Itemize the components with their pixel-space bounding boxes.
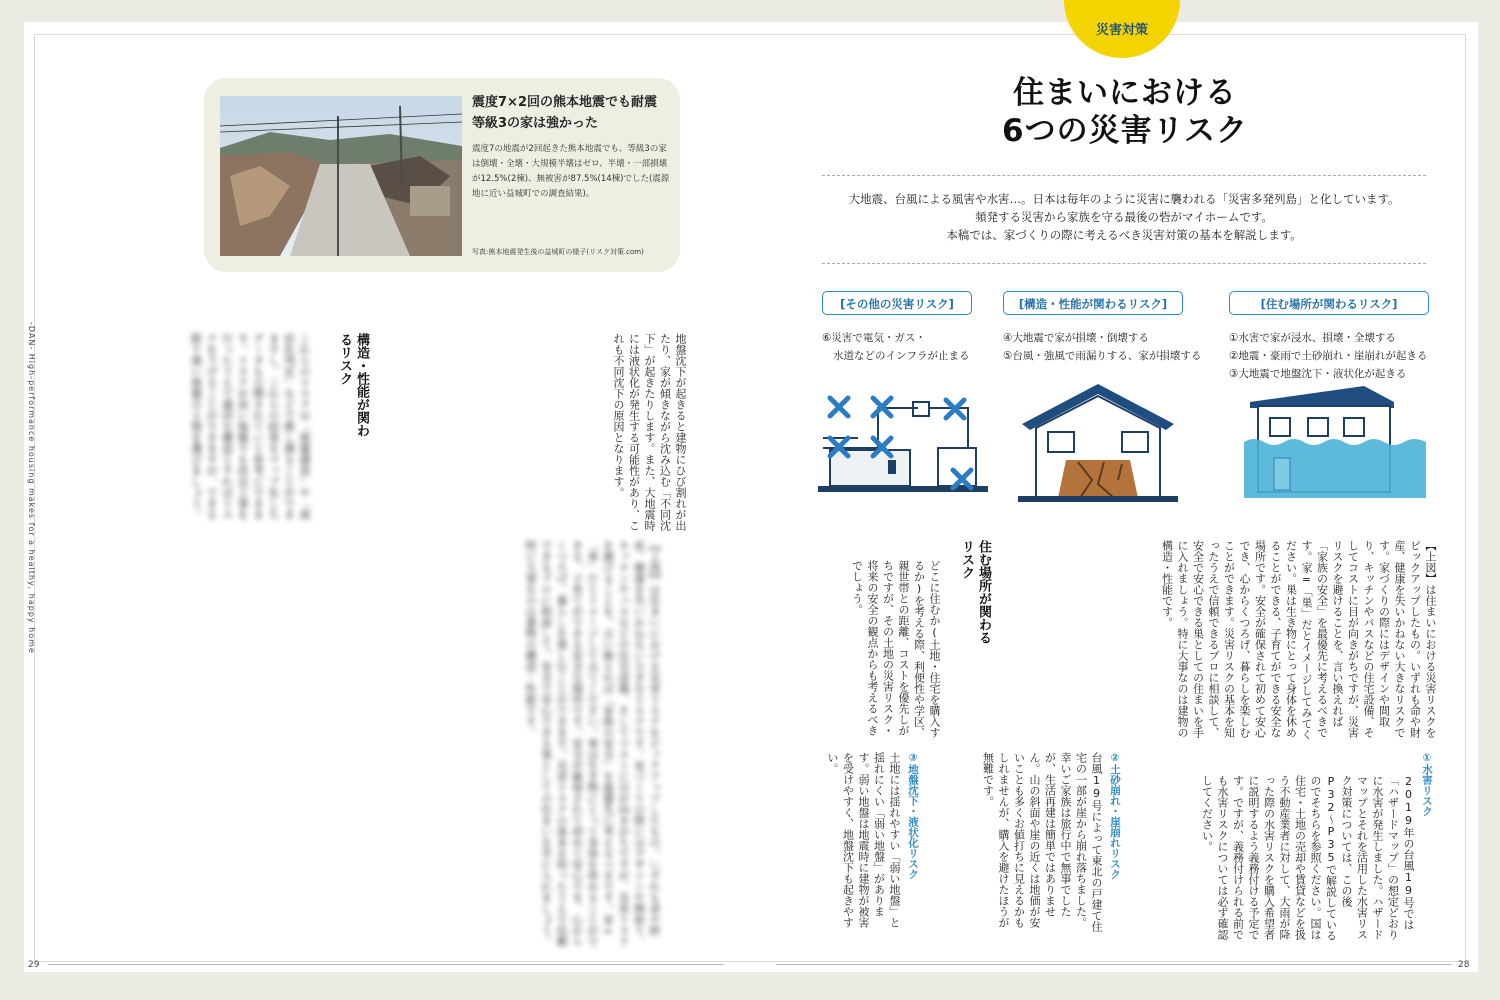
flooded-house-illustration [1244, 380, 1426, 498]
earthquake-damage-photo [220, 96, 462, 256]
card-body: 震度7の地震が2回起きた熊本地震でも、等級3の家は倒壊・全壊・大規模半壊はゼロ、半壊・一部損壊が12.5%(2棟)、無被害が87.5%(14棟)でした(震源地に近い益城町での調査結果)。 [472, 144, 670, 199]
intro-line2: 頻発する災害から家族を守る最後の砦がマイホームです。 [975, 210, 1273, 224]
footer-rule-left [48, 964, 724, 965]
risk-item: ⑤台風・強風で雨漏りする、家が損壊する [1003, 350, 1202, 362]
blurred-text-block: これらのリスクは「地盤調査」や「液状化判定」などで推し測ることができますし、これらの結果をマップ化したデータも公開されていて参考にできます。リスクが高い地盤でも改良工事を行ったうえで適切な構造とすればリスクを下げることができますが、できる限り強い地盤の土地を選びましょう。 [189, 333, 311, 520]
right-section-heading: 住む場所が関わるリスク [959, 540, 991, 644]
flood-risk-body: 2019年の台風19号では「ハザードマップ」の想定どおりに水害が発生しました。ハザードマップとそれを活用した水害リスク対策については、この後P32〜P35で解説しているのでそちらを参照ください。国は住宅・土地の売却や賃貸などを扱う不動産業者に対して、大雨が降った際の水害リスクを購入希望者に説明するよう義務付ける予定です。ですが、義務付けられる前でも水害リスクについては必ず確認してください。 [1200, 775, 1415, 941]
right-intro-column: 【上図】は住まいにおける災害リスクをピックアップしたもの。いずれも命や財産、健康を失いかねない大きなリスクです。家づくりの際にはデザインや間取り、キッチンやバスなどの住宅設備、そしてコストに目が向きがちですが、災害リスクを避けることを、言い換えれば「家族の安全」を最優先に考えるべきです。家=「巣」だとイメージしてみてください。巣は生き物にとって身体を休めることができる、子育てができる安全な場所です。安全が確保されて初めて安心でき、心からくつろげ、暮らしを楽しむことができます。災害リスクの基本を知ったうえで信頼できるプロに相談して、安全で安心できる巣としての住まいを手に入れましょう。特に大事なのは建物の構造・性能です。 [1160, 540, 1437, 740]
place-column: どこに住むか(土地・住宅を購入するか)を考える際、利便性や学区、親世帯との距離、コストを優先しがちですが、その土地の災害リスク・将来の安全の観点からも考えるべきでしょう。 [850, 560, 941, 738]
risk-list-structure [1003, 329, 1201, 365]
intro-line3: 本稿では、家づくりの際に考えるべき災害対策の基本を解説します。 [946, 228, 1302, 242]
blurred-text-block-2: 【上図】は住まいにおける災害リスクをピックアップしたもの。いずれも命や財産、健康を失いかねない大きなリスクです。家づくりの際にはデザインや間取り、キッチンやバスなどの住宅設備、そしてコストに目が向きがちですが、災害リスクを避けることを、言い換えれば「家族の安全」を最優先に考えるべきです。家=「巣」だとイメージしてみてください。巣は生き物にとって身体を休めることができる、子育てができる安全な場所です。安全が確保されて初めて安心でき、心からくつろげ、暮らしを楽しむことができます。災害リスクの基本を知ったうえで信頼できるプロに相談して、安全で安心できる巣としての住まいを手に入れましょう。特に大事なのは建物の構造・性能です。 [524, 540, 661, 947]
risk-item: ③大地震で地盤沈下・液状化が起きる [1229, 368, 1407, 380]
risk-list-location [1229, 329, 1427, 383]
landslide-risk-body: 台風19号によって東北の戸建て住宅の一部が崖から崩れ落ちました。幸いご家族は旅行中で無事でしたが、生活再建は簡単ではありません。山の斜面や崖の近くは地価が安いことも多くお値打ちに見えるかもしれませんが、購入を避けたほうが無難です。 [981, 752, 1103, 932]
intro-text [822, 190, 1426, 244]
subhead-flood-risk: ①水害リスク [1421, 752, 1433, 817]
risk-item: 水道などのインフラが止まる [833, 350, 970, 362]
risk-item: ①水害で家が浸水、損壊・全壊する [1229, 332, 1396, 344]
category-badge-label: 災害対策 [1095, 23, 1148, 38]
footer-rule-right [776, 964, 1452, 965]
divider-bottom [822, 263, 1426, 264]
intro-line1: 大地震、台風による風害や水害…。日本は毎年のように災害に襲われる「災害多発列島」と化しています。 [848, 192, 1400, 206]
risk-item: ④大地震で家が損壊・倒壊する [1003, 332, 1149, 344]
infrastructure-illustration [818, 388, 988, 500]
category-pill-other: [その他の災害リスク] [822, 291, 972, 315]
subhead-landslide-risk: ②土砂崩れ・崖崩れリスク [1109, 752, 1121, 880]
risk-item: ②地震・豪雨で土砂崩れ・崖崩れが起きる [1229, 350, 1428, 362]
card-title: 震度7×2回の熊本地震でも耐震等級3の家は強かった [472, 95, 657, 131]
card-photo-credit: 写真:熊本地震発生後の益城町の様子(リスク対策.com) [472, 248, 644, 256]
sidebar-tagline: -DAN- High-performance housing makes for a healthy, happy home [27, 322, 36, 654]
subsidence-risk-body: 土地には揺れやすい「弱い地盤」と揺れにくい「弱い地盤」があります。弱い地盤は地震時に建物が被害を受けやすく、地盤沈下も起きやすい。 [826, 752, 901, 928]
damaged-house-illustration [1018, 380, 1178, 502]
left-section-heading: 構造・性能が関わるリスク [337, 333, 369, 437]
page-title-line2: 6つの災害リスク [1002, 113, 1248, 149]
page-number-left: 29 [28, 960, 40, 970]
subhead-subsidence-risk: ③地盤沈下・液状化リスク [907, 752, 919, 880]
category-pill-location: [住む場所が関わるリスク] [1229, 291, 1429, 315]
page-title [990, 74, 1260, 150]
risk-item: ⑥災害で電気・ガス・ [822, 332, 926, 344]
page-number-right: 28 [1458, 960, 1470, 970]
category-pill-structure: [構造・性能が関わるリスク] [1003, 291, 1183, 315]
risk-list-other [822, 329, 970, 365]
page-title-line1: 住まいにおける [1013, 75, 1237, 111]
divider-top [822, 175, 1426, 176]
left-text-col1: 地盤沈下が起きると建物にひび割れが出たり、家が傾きながら沈み込む「不同沈下」が起きたりします。また、大地震時には液状化が発生する可能性があり、これも不同沈下の原因となります。 [612, 333, 687, 531]
